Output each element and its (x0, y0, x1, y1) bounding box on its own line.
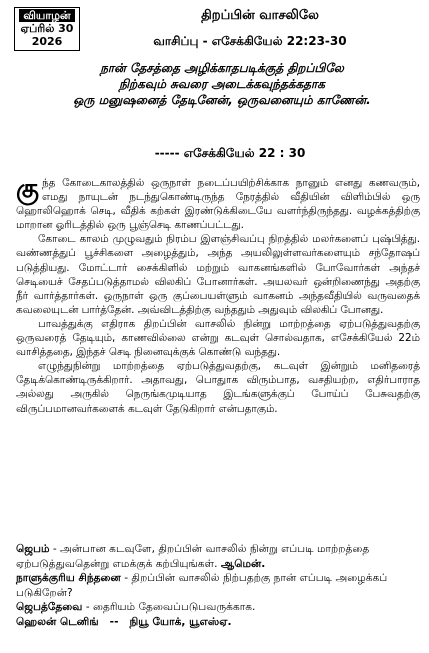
verse-reference: ----- எசேக்கியேல் 22 : 30 (154, 146, 306, 160)
date-year: 2026 (31, 35, 63, 48)
key-verse-line: நான் தேசத்தை அழிக்காதபடிக்குத் திறப்பிலே (100, 61, 344, 75)
reading-reference: வாசிப்பு - எசேக்கியேல் 22:23-30 (153, 34, 347, 48)
key-verse-line: நிற்கவும் சுவரை அடைக்கவுந்தக்கதாக (119, 77, 325, 91)
body-paragraph: குந்த கோடைகாலத்தில் ஒருநாள் நடைப்பயிற்சிக்காக நானும் எனது கணவரும், எமது நாயுடன் நடந்துகொண்டிருந்த நேரத்தில் வீதியின் விளிம்பில் ஒரு ஹொலிஹொக் செடி, வீதிக் கற்கள் இரண்டுக்கிடையே வளர்ந்திருந்தது. வழக்கத்திற்கு மாறான ஓரிடத்தில் ஒரு பூஞ்செடி காணப்பட்டது. (16, 174, 420, 232)
body-paragraph: கோடை காலம் முழுவதும் நிரம்ப இளஞ்சிவப்பு நிறத்தில் மலர்களைப் புஷ்பித்து. வண்ணத்துப் பூச்சிகளை அழைத்தும், அந்த அயலிலுள்ளவர்களையும் சந்தோஷப் படுத்தியது. மோட்டார் சைக்கிளில் மற்றும் வாகனங்களில் போவோர்கள் அந்தச் செடியைச் சேதப்படுத்தாமல் விலகிப் போனார்கள். அயலவர் ஒன்றிணைந்து அதற்கு நீர் வார்த்தார்கள். ஒருநாள் ஒரு குப்பையள்ளும் வாகனம் அந்தவீதியில் வருவதைக் கவலையுடன் பார்த்தேன். அவ்விடத்திற்கு வந்ததும் அதுவும் விலகிப் போனது. (16, 233, 420, 316)
drop-cap: கு (16, 174, 39, 204)
body-paragraph: எழுந்துநின்று மாற்றத்தை ஏற்படுத்துவதற்கு, கடவுள் இன்றும் மனிதரைத் தேடிக்கொண்டிருக்கிறார். அதாவது, பொதுாக விரும்பாத, வசதியற்ற, எதிர்பாராத அல்லது அருகில் நெருங்கமுடியாத இடங்களுக்குப் போய்ப் பேசுவதற்கு விருப்பமானவர்களைக் கடவுள் தேடுகிறார் என்பதாகும். (16, 360, 420, 415)
prayer-need (16, 600, 420, 615)
date-day: ஏப்ரில் 30 (20, 22, 74, 35)
thought-text: - திறப்பின் வாசலில் நிற்பதற்கு நான் எப்படி அழைக்கப் படுகிறேன்? (16, 572, 388, 599)
prayer-text: - அன்பான கடவுளே, திறப்பின் வாசலில் நின்று எப்படி மாற்றத்தை ஏற்படுத்துவதென்று எமக்குக் கற்பியுங்கள். (16, 543, 370, 570)
page-title: திறப்பின் வாசலிலே (201, 8, 319, 23)
body-paragraph: பாவத்துக்கு எதிராக திறப்பின் வாசலில் நின்று மாற்றத்தை ஏற்படுத்துவதற்கு ஒருவரைத் தேடியும், காணவில்லை என்று கடவுள் சொல்வதாக, எசேக்கியேல் 22ம் வாசித்ததை, இந்தச் செடி நினைவுக்குக் கொண்டு வந்தது. (16, 317, 420, 359)
weekday-label: வியாழன் (19, 9, 75, 22)
prayer-label: ஜெபம் (16, 543, 50, 555)
footer-section (16, 542, 420, 629)
amen: ஆமென். (220, 557, 266, 570)
prayer-need-label: ஜெபத்தேவை (16, 601, 83, 613)
key-verse (30, 60, 414, 108)
key-verse-line: ஒரு மனுஷனைத் தேடினேன், ஒருவனையும் காணேன். (73, 93, 371, 107)
date-box (14, 7, 80, 51)
prayer (16, 542, 420, 571)
thought-of-day (16, 571, 420, 600)
thought-label: நாளுக்குரிய சிந்தனை (16, 572, 121, 584)
article-body (16, 176, 420, 416)
author-signature: ஹெலன் டெனிங் -- நியூ யோக், யூஎஸ்ஏ. (16, 615, 232, 628)
prayer-need-text: - தைரியம் தேவைப்படுபவருக்காக. (82, 601, 256, 613)
